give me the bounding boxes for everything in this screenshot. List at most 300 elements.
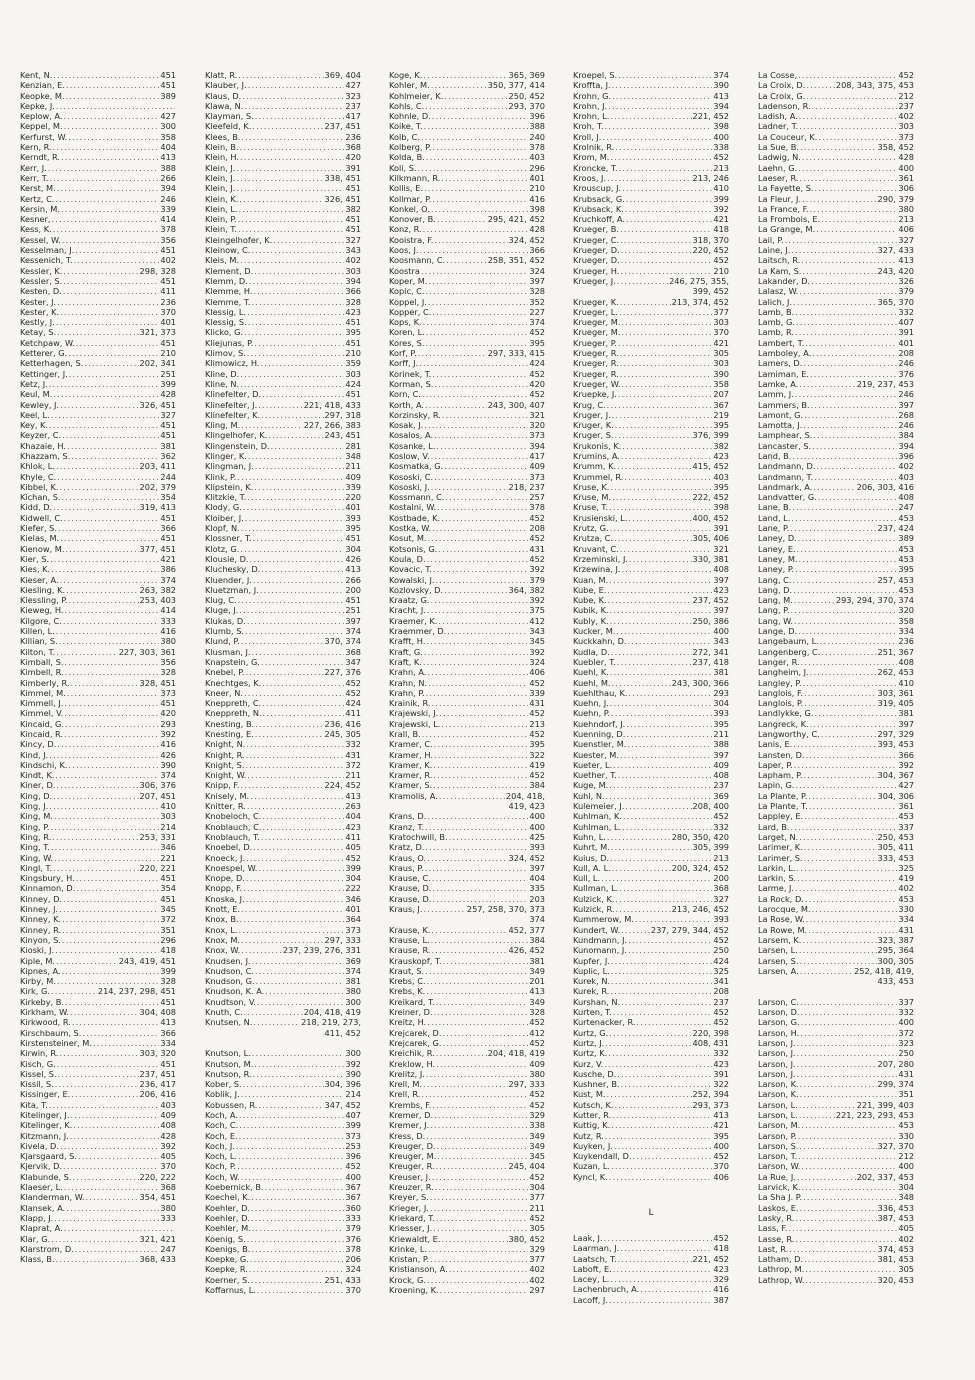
dot-leader	[793, 739, 876, 749]
index-entry	[20, 358, 176, 368]
entry-pages: 203, 411	[139, 461, 176, 472]
entry-pages: 403	[529, 152, 545, 163]
entry-name: Knesting, B.	[205, 718, 255, 729]
entry-pages: 200	[345, 584, 361, 595]
entry-pages: 452	[713, 1017, 729, 1028]
dot-leader	[626, 194, 713, 204]
entry-pages: 406	[898, 224, 914, 235]
entry-name: Koch, J.	[205, 1140, 235, 1151]
entry-pages: 387, 453	[877, 1212, 914, 1223]
entry-pages: 333	[160, 615, 176, 626]
index-entry	[389, 1151, 545, 1161]
index-entry	[573, 245, 729, 255]
dot-leader	[622, 441, 712, 451]
entry-pages: 243, 420	[877, 265, 914, 276]
dot-leader	[797, 1172, 856, 1182]
entry-pages: 326	[898, 275, 914, 286]
dot-leader	[804, 698, 876, 708]
entry-name: Langlois, F.	[758, 687, 803, 698]
index-entry	[205, 513, 361, 523]
dot-leader	[262, 822, 344, 832]
entry-pages: 375	[529, 605, 545, 616]
spacer	[573, 1182, 729, 1192]
entry-name: Larson, T.	[758, 1151, 798, 1162]
entry-name: Lacey, L.	[573, 1274, 610, 1285]
entry-pages: 246	[160, 193, 176, 204]
entry-pages: 413	[529, 986, 545, 997]
entry-pages: 378	[345, 1243, 361, 1254]
entry-pages: 416	[529, 193, 545, 204]
entry-pages: 300	[160, 121, 176, 132]
index-entry	[573, 101, 729, 111]
dot-leader	[74, 255, 160, 265]
entry-pages: 416	[160, 626, 176, 637]
entry-pages: 213, 374, 452	[671, 296, 729, 307]
index-entry	[20, 461, 176, 471]
entry-name: Kissel, S.	[20, 1068, 57, 1079]
entry-name: Kremer, D.	[389, 1109, 434, 1120]
dot-leader	[63, 111, 159, 121]
entry-name: Knitter, R.	[205, 801, 246, 812]
entry-pages: 452	[529, 729, 545, 739]
entry-pages: 452	[529, 327, 545, 338]
entry-pages: 409	[529, 461, 545, 472]
index-entry	[389, 441, 545, 451]
entry-pages: 304, 408	[139, 1007, 176, 1018]
entry-name: La Plante, P.	[758, 790, 808, 801]
dot-leader	[612, 678, 671, 688]
dot-leader	[611, 966, 713, 976]
index-entry	[758, 1172, 914, 1182]
dot-leader	[425, 863, 529, 873]
entry-name: Kessenich, T.	[20, 255, 73, 266]
entry-pages: 377, 451	[139, 543, 176, 554]
dot-leader	[800, 142, 877, 152]
dot-leader	[431, 80, 487, 90]
entry-pages: 349	[529, 1130, 545, 1141]
index-entry	[573, 1089, 729, 1099]
entry-name: Keplow, A.	[20, 111, 63, 122]
entry-pages: 319, 405	[877, 698, 914, 709]
dot-leader	[418, 163, 529, 173]
entry-pages: 202, 341	[139, 358, 176, 369]
entry-pages: 303, 320	[139, 1048, 176, 1059]
entry-pages: 324, 452	[508, 234, 545, 245]
dot-leader	[426, 636, 528, 646]
entry-pages: 327	[345, 234, 361, 245]
entry-name: Krejcarek, G.	[389, 1037, 442, 1048]
dot-leader	[790, 605, 897, 615]
entry-pages: 370	[345, 1285, 361, 1296]
dot-leader	[615, 142, 712, 152]
entry-name: Laatsch, T.	[573, 1253, 617, 1264]
dot-leader	[434, 750, 528, 760]
dot-leader	[431, 204, 529, 214]
entry-pages: 328	[529, 1007, 545, 1018]
dot-leader	[609, 1295, 712, 1305]
index-entry	[758, 183, 914, 193]
entry-pages: 305, 399	[692, 842, 729, 853]
dot-leader	[258, 863, 344, 873]
entry-pages: 409	[160, 1109, 176, 1120]
dot-leader	[252, 121, 323, 131]
dot-leader	[263, 708, 345, 718]
index-entry	[20, 883, 176, 893]
entry-name: Koch, W.	[205, 1171, 240, 1182]
entry-name: Kubly, K.	[573, 615, 609, 626]
entry-name: Lamb, G.	[758, 317, 795, 328]
entry-name: Knudtson, V.	[205, 996, 256, 1007]
entry-name: Kurtenacker, R.	[573, 1017, 636, 1028]
entry-name: Krock, G.	[389, 1274, 426, 1285]
dot-leader	[265, 986, 344, 996]
index-entry	[205, 255, 361, 265]
index-entry	[573, 420, 729, 430]
dot-leader	[254, 1059, 344, 1069]
index-entry	[573, 750, 729, 760]
dot-leader	[610, 523, 713, 533]
index-entry	[20, 183, 176, 193]
entry-pages: 426	[345, 553, 361, 564]
entry-pages: 411	[345, 831, 361, 842]
index-entry	[205, 1120, 361, 1130]
dot-leader	[607, 1089, 692, 1099]
entry-pages: 451	[345, 337, 361, 348]
entry-pages: 389	[898, 533, 914, 544]
entry-pages: 451	[345, 317, 361, 328]
entry-pages: 392	[160, 1140, 176, 1151]
index-entry	[20, 595, 176, 605]
entry-pages: 377	[713, 306, 729, 317]
entry-pages: 208	[713, 986, 729, 997]
dot-leader	[821, 214, 897, 224]
index-entry	[758, 1131, 914, 1141]
index-entry	[20, 523, 176, 533]
entry-pages: 413	[713, 90, 729, 101]
entry-pages: 300, 305	[877, 955, 914, 966]
dot-leader	[818, 492, 898, 502]
index-entry	[205, 183, 361, 193]
entry-pages: 343	[713, 636, 729, 647]
entry-pages: 408	[713, 770, 729, 781]
entry-pages: 213, 246, 452	[671, 904, 729, 915]
index-entry	[205, 1017, 361, 1027]
index-entry	[20, 564, 176, 574]
dot-leader	[56, 647, 118, 657]
dot-leader	[246, 667, 324, 677]
dot-leader	[257, 1285, 344, 1295]
entry-name: Kruger, K.	[573, 420, 614, 431]
entry-name: Kohler, M.	[389, 80, 430, 91]
entry-pages: 374	[160, 574, 176, 585]
entry-pages: 410	[898, 677, 914, 688]
index-entry	[573, 945, 729, 955]
entry-pages: 328	[529, 286, 545, 297]
entry-pages: 392	[160, 729, 176, 739]
dot-leader	[611, 1161, 712, 1171]
entry-name: Lappley, E.	[758, 811, 804, 822]
index-entry	[573, 1120, 729, 1130]
dot-leader	[65, 997, 159, 1007]
entry-pages: 412	[529, 1027, 545, 1038]
entry-pages: 420	[529, 378, 545, 389]
entry-name: Koffarnus, L.	[205, 1285, 256, 1296]
dot-leader	[60, 575, 160, 585]
index-entry	[758, 441, 914, 451]
entry-name: Kluge, J.	[205, 605, 239, 616]
entry-name: Kramer, K.	[389, 759, 433, 770]
dot-leader	[434, 472, 528, 482]
entry-pages: 250, 453	[877, 831, 914, 842]
dot-leader	[53, 502, 138, 512]
entry-name: Krajewski, L.	[389, 718, 441, 729]
dot-leader	[609, 502, 712, 512]
entry-name: La Grange, M.	[758, 224, 816, 235]
entry-name: Lansten, D.	[758, 749, 805, 760]
entry-pages: 306, 376	[139, 780, 176, 791]
dot-leader	[430, 1120, 528, 1130]
dot-leader	[262, 811, 344, 821]
dot-leader	[798, 70, 897, 80]
entry-name: Knope, D.	[205, 873, 245, 884]
entry-pages: 293	[160, 718, 176, 729]
index-entry	[205, 1089, 361, 1099]
index-entry	[573, 1172, 729, 1182]
dot-leader	[628, 636, 713, 646]
entry-pages: 214	[160, 821, 176, 832]
index-entry	[389, 1110, 545, 1120]
dot-leader	[433, 780, 528, 790]
index-entry	[573, 925, 729, 935]
index-entry	[20, 101, 176, 111]
entry-name: Kosut, M.	[389, 533, 427, 544]
entry-name: Klicko, G.	[205, 327, 244, 338]
entry-name: Klatt, R.	[205, 70, 238, 80]
entry-pages: 451	[345, 595, 361, 606]
entry-name: Kimball, S.	[20, 656, 64, 667]
dot-leader	[430, 1254, 528, 1264]
index-entry	[758, 636, 914, 646]
entry-pages: 322	[529, 749, 545, 760]
entry-pages: 378	[160, 224, 176, 235]
dot-leader	[70, 1007, 139, 1017]
index-entry	[20, 441, 176, 451]
index-entry	[205, 544, 361, 554]
dot-leader	[809, 801, 898, 811]
entry-pages: 324	[529, 656, 545, 667]
index-entry	[20, 472, 176, 482]
index-entry	[205, 142, 361, 152]
entry-name: Koechel, K.	[205, 1192, 251, 1203]
dot-leader	[621, 997, 712, 1007]
dot-leader	[244, 688, 344, 698]
dot-leader	[808, 925, 897, 935]
entry-pages: 396	[898, 450, 914, 461]
entry-name: Latham, D.	[758, 1254, 804, 1265]
entry-pages: 397	[529, 275, 545, 286]
dot-leader	[610, 605, 713, 615]
index-entry	[389, 760, 545, 770]
entry-name: Krumins, A.	[573, 450, 620, 461]
dot-leader	[810, 719, 898, 729]
dot-leader	[239, 204, 345, 214]
entry-pages: 403	[713, 471, 729, 482]
dot-leader	[55, 770, 159, 780]
entry-pages: 452	[345, 687, 361, 698]
entry-pages: 334	[898, 914, 914, 925]
dot-leader	[806, 750, 898, 760]
entry-pages: 304, 367	[877, 770, 914, 781]
dot-leader	[240, 379, 344, 389]
index-entry	[573, 502, 729, 512]
entry-pages: 365, 370	[877, 296, 914, 307]
dot-leader	[616, 626, 712, 636]
dot-leader	[255, 719, 323, 729]
dot-leader	[423, 224, 529, 234]
dot-leader	[69, 369, 160, 379]
index-entry	[389, 152, 545, 162]
entry-pages: 421	[713, 1120, 729, 1131]
dot-leader	[426, 152, 528, 162]
entry-pages: 376	[345, 1233, 361, 1244]
entry-name: Landlykke, G.	[758, 708, 814, 719]
index-entry	[573, 1274, 729, 1284]
index-entry	[758, 286, 914, 296]
dot-leader	[240, 369, 344, 379]
entry-name: Lanis, E.	[758, 739, 793, 750]
entry-name: Lamb, B.	[758, 306, 795, 317]
index-entry	[573, 111, 729, 121]
index-entry	[20, 307, 176, 317]
entry-name: Kimmel, V.	[20, 708, 64, 719]
dot-leader	[55, 1079, 139, 1089]
entry-pages: 299, 374	[877, 1079, 914, 1090]
entry-pages: 320, 453	[877, 1274, 914, 1285]
index-entry	[389, 791, 545, 801]
index-entry	[205, 204, 361, 214]
entry-pages: 346	[345, 893, 361, 904]
index-entry	[389, 853, 545, 863]
index-entry	[573, 400, 729, 410]
entry-pages: 321	[529, 409, 545, 420]
index-entry	[389, 111, 545, 121]
entry-name: Kundmann, J.	[573, 934, 628, 945]
entry-name: Kreklow, H.	[389, 1058, 436, 1069]
index-entry	[389, 647, 545, 657]
dot-leader	[64, 1223, 175, 1233]
entry-name: Klessig, S.	[205, 317, 247, 328]
entry-name: Ladwig, N.	[758, 152, 801, 163]
dot-leader	[66, 585, 138, 595]
index-entry	[205, 1172, 361, 1182]
index-entry	[758, 1110, 914, 1120]
entry-pages: 348	[345, 450, 361, 461]
dot-leader	[446, 255, 487, 265]
entry-name: Krainik, R.	[389, 698, 431, 709]
entry-pages: 452	[529, 1037, 545, 1048]
entry-name: Kobussen, R.	[205, 1099, 258, 1110]
entry-name: Konover, B.	[389, 214, 436, 225]
index-entry	[758, 358, 914, 368]
entry-pages: 221, 418, 433	[303, 399, 361, 410]
entry-pages: 210	[529, 183, 545, 194]
entry-name: Langer, R.	[758, 656, 800, 667]
dot-leader	[427, 1275, 528, 1285]
index-entry	[389, 822, 545, 832]
index-column-2	[205, 70, 361, 1295]
entry-pages: 408, 431	[692, 1037, 729, 1048]
index-entry	[20, 132, 176, 142]
index-entry	[20, 1151, 176, 1161]
index-entry	[205, 739, 361, 749]
entry-pages: 251	[160, 368, 176, 379]
dot-leader	[793, 585, 897, 595]
dot-leader	[619, 307, 712, 317]
dot-leader	[435, 1182, 529, 1192]
dot-leader	[56, 317, 160, 327]
dot-leader	[610, 152, 712, 162]
entry-pages: 303	[345, 368, 361, 379]
entry-pages: 332	[713, 1048, 729, 1059]
index-entry	[20, 194, 176, 204]
dot-leader	[55, 194, 159, 204]
dot-leader	[611, 708, 712, 718]
entry-pages: 387	[713, 1294, 729, 1305]
entry-pages: 401	[345, 502, 361, 513]
entry-pages: 240	[529, 131, 545, 142]
index-entry	[205, 894, 361, 904]
index-entry	[20, 111, 176, 121]
entry-pages: 332	[898, 1007, 914, 1018]
dot-leader	[610, 986, 712, 996]
entry-pages: 394	[898, 440, 914, 451]
dot-leader	[621, 564, 712, 574]
entry-pages: 451	[345, 214, 361, 225]
dot-leader	[60, 307, 159, 317]
entry-name: Land, B.	[758, 450, 792, 461]
entry-pages: 451	[160, 337, 176, 348]
dot-leader	[55, 945, 159, 955]
index-entry	[573, 966, 729, 976]
dot-leader	[64, 513, 160, 523]
index-entry	[389, 121, 545, 131]
entry-name: Landmann, D.	[758, 461, 816, 472]
entry-name: La Couceur, K.	[758, 131, 818, 142]
dot-leader	[607, 173, 691, 183]
entry-pages: 381	[713, 667, 729, 678]
entry-pages: 339	[345, 481, 361, 492]
index-entry	[573, 1233, 729, 1243]
index-entry	[389, 595, 545, 605]
index-entry	[758, 904, 914, 914]
dot-leader	[794, 616, 897, 626]
dot-leader	[805, 1275, 876, 1285]
dot-leader	[63, 266, 138, 276]
entry-pages: 211	[713, 729, 729, 739]
entry-pages: 384	[898, 430, 914, 441]
index-entry	[20, 1131, 176, 1141]
dot-leader	[251, 1203, 344, 1213]
dot-leader	[434, 235, 507, 245]
index-entry	[205, 111, 361, 121]
dot-leader	[617, 276, 668, 286]
entry-pages: 200, 324, 452	[671, 862, 729, 873]
entry-name: Klimov, S.	[205, 348, 246, 359]
dot-leader	[447, 626, 528, 636]
entry-pages: 297, 333	[508, 1079, 545, 1090]
index-entry	[20, 1192, 176, 1202]
dot-leader	[252, 297, 345, 307]
